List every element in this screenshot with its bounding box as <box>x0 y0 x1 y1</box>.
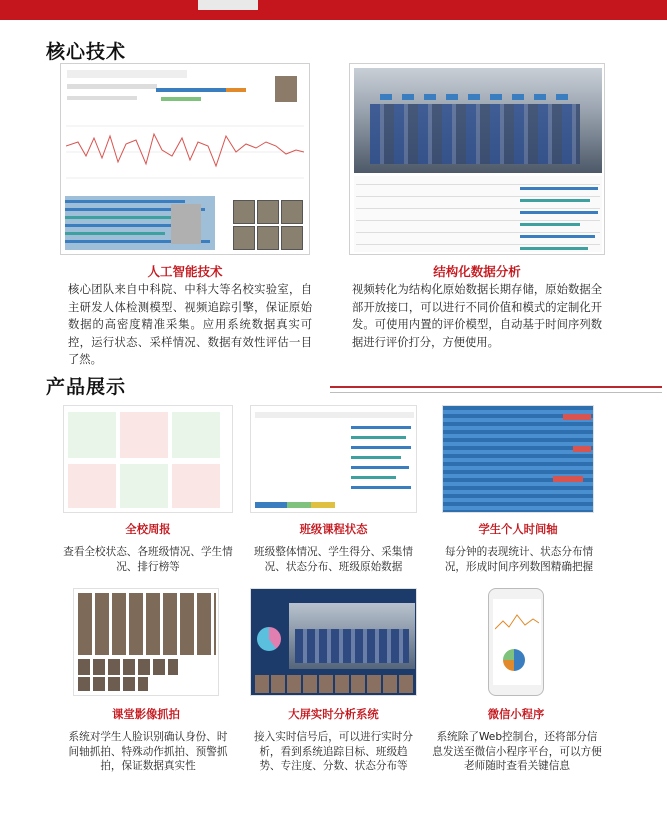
product-caption-snapshot: 课堂影像抓拍 <box>112 708 180 721</box>
product-description-class-status: 班级整体情况、学生得分、采集情况、状态分布、班级原始数据 <box>254 546 413 573</box>
product-description-weekly: 查看全校状态、各班级情况、学生情况、排行榜等 <box>63 546 233 573</box>
top-red-banner <box>0 0 667 20</box>
product-caption-timeline: 学生个人时间轴 <box>478 523 558 536</box>
product-description-snapshot: 系统对学生人脸识别确认身份、时间轴抓拍、特殊动作抓拍、预警抓拍，保证数据真实性 <box>68 731 228 772</box>
product-caption-class-status: 班级课程状态 <box>299 523 368 536</box>
core-description-ai: 核心团队来自中科院、中科大等名校实验室，自主研发人体检测模型、视频追踪引擎，保证原始数据的高密度精准采集。应用系统数据真实可控，运行状态、采样情况、数据有效性评估一目了然。 <box>68 283 312 366</box>
core-caption-structured: 结构化数据分析 <box>433 264 521 279</box>
core-description-structured: 视频转化为结构化原始数据长期存储，原始数据全部开放接口，可以进行不同价值和模式的定制化开发。可使用内置的评价模型，自动基于时间序列数据进行评价打分，方便使用。 <box>352 283 602 349</box>
section-divider-grey <box>330 392 662 393</box>
core-caption-ai: 人工智能技术 <box>147 264 223 279</box>
product-description-big-screen: 接入实时信号后，可以进行实时分析，看到系统追踪目标、班级趋势、专注度、分数、状态分布等 <box>254 731 413 772</box>
product-description-timeline: 每分钟的表现统计、状态分布情况，形成时间序列数图精确把握 <box>444 546 594 573</box>
student-timeline-screenshot <box>442 405 594 513</box>
big-screen-analysis-screenshot <box>250 588 417 696</box>
section-divider-red <box>330 386 662 388</box>
ai-dashboard-screenshot <box>60 63 310 255</box>
product-caption-big-screen: 大屏实时分析系统 <box>288 708 379 721</box>
classroom-structured-data-screenshot <box>349 63 605 255</box>
top-banner-tab <box>198 0 258 10</box>
wechat-miniprogram-screenshot <box>488 588 544 696</box>
class-course-status-screenshot <box>250 405 417 513</box>
product-caption-miniprogram: 微信小程序 <box>487 708 545 721</box>
product-caption-weekly: 全校周报 <box>125 523 171 536</box>
classroom-snapshot-screenshot <box>73 588 219 696</box>
miniprogram-line-icon <box>495 609 539 637</box>
product-description-miniprogram: 系统除了Web控制台，还将部分信息发送至微信小程序平台，可以方便老师随时查看关键信息 <box>432 731 602 772</box>
section-title-products: 产品展示 <box>46 376 127 398</box>
section-title-core: 核心技术 <box>46 41 127 63</box>
school-weekly-report-screenshot <box>63 405 233 513</box>
attention-line-chart <box>66 116 304 188</box>
